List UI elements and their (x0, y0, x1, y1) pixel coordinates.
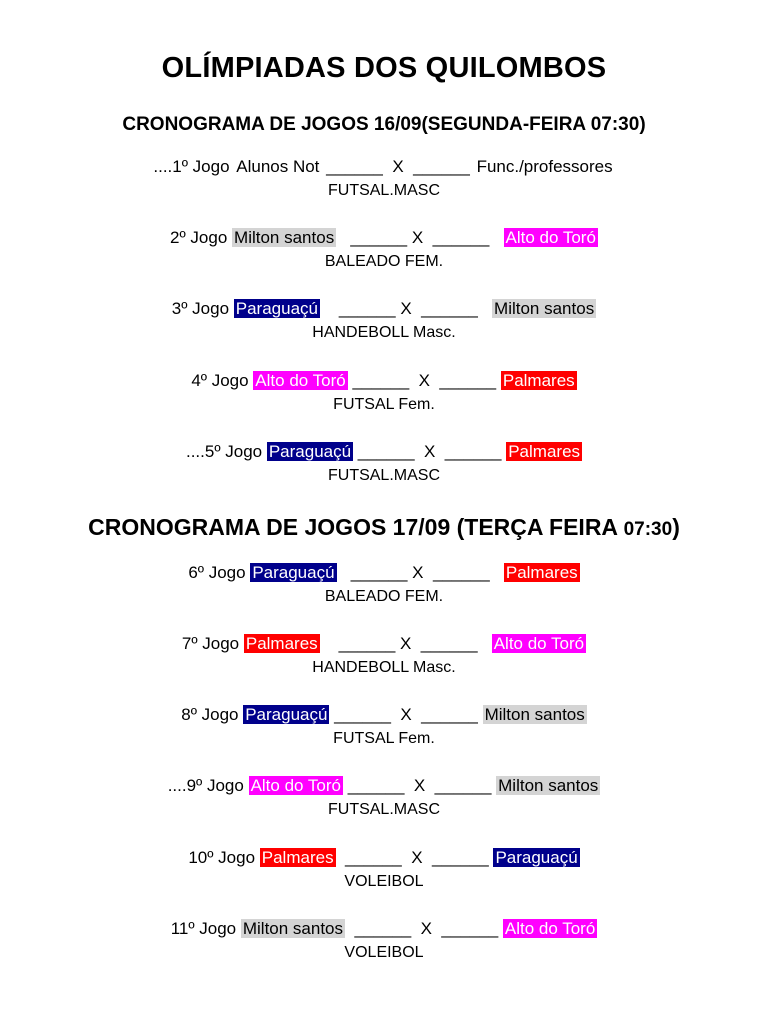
versus: ______ X ______ (319, 634, 492, 653)
versus: ______ X ______ (336, 563, 504, 582)
team-1: Paraguaçú (245, 705, 328, 724)
team-2: Palmares (502, 371, 575, 390)
versus: ______ X ______ (347, 371, 501, 390)
team-1: Palmares (245, 634, 318, 653)
team-2: Func./professores (476, 157, 613, 176)
sport-label: FUTSAL.MASC (327, 467, 440, 484)
schedule-heading-1: CRONOGRAMA DE JOGOS 16/09(SEGUNDA-FEIRA 07:30) (122, 114, 646, 135)
game-row (0, 298, 768, 320)
team-1: Paraguaçú (235, 299, 318, 318)
sport-label: FUTSAL Fem. (333, 730, 435, 747)
schedule-heading-2-close: ) (672, 514, 680, 540)
team-2: Paraguaçú (495, 848, 578, 867)
team-2: Alto do Toró (505, 228, 596, 247)
team-2: Milton santos (484, 705, 585, 724)
versus: ______ X ______ (345, 919, 503, 938)
game-label: ....1º Jogo (153, 157, 235, 176)
team-2: Milton santos (498, 776, 599, 795)
game-label: 11º Jogo (170, 919, 241, 938)
sport-label: HANDEBOLL Masc. (312, 324, 456, 341)
team-1: Paraguaçú (252, 563, 335, 582)
game-label: ....9º Jogo (167, 776, 249, 795)
versus: ______ X ______ (321, 157, 475, 176)
sport-label: FUTSAL.MASC (327, 182, 440, 199)
team-1: Alto do Toró (250, 776, 341, 795)
game-row (0, 441, 768, 463)
game-label: 2º Jogo (170, 228, 233, 247)
team-2: Alto do Toró (504, 919, 596, 938)
versus: ______ X ______ (336, 228, 504, 247)
team-2: Alto do Toró (493, 634, 585, 653)
game-label: ....5º Jogo (185, 442, 267, 461)
game-row (0, 918, 768, 940)
sport-label: BALEADO FEM. (324, 253, 444, 270)
team-2: Palmares (508, 442, 581, 461)
team-1: Paraguaçú (268, 442, 352, 461)
game-label: 8º Jogo (181, 705, 244, 724)
versus: ______ X ______ (335, 848, 494, 867)
game-label: 10º Jogo (188, 848, 260, 867)
team-1: Alunos Not (236, 157, 320, 176)
game-label: 3º Jogo (171, 299, 234, 318)
game-row (0, 847, 768, 869)
sport-label: VOLEIBOL (344, 873, 424, 890)
versus: ______ X ______ (342, 776, 497, 795)
game-label: 6º Jogo (188, 563, 251, 582)
team-1: Milton santos (234, 228, 335, 247)
versus: ______ X ______ (320, 299, 493, 318)
team-2: Palmares (505, 563, 578, 582)
game-row (0, 704, 768, 726)
game-label: 7º Jogo (181, 634, 244, 653)
sport-label: FUTSAL Fem. (333, 396, 435, 413)
sport-label: FUTSAL.MASC (327, 801, 440, 818)
team-1: Alto do Toró (255, 371, 346, 390)
game-row (0, 370, 768, 392)
game-row (0, 156, 768, 178)
game-label: 4º Jogo (191, 371, 254, 390)
game-row (0, 633, 768, 655)
schedule-heading-2 (0, 514, 768, 541)
versus: ______ X ______ (329, 705, 483, 724)
game-row (0, 775, 768, 797)
sport-label: VOLEIBOL (344, 944, 424, 961)
schedule-heading-2-time: 07:30 (623, 519, 673, 540)
team-1: Milton santos (242, 919, 344, 938)
team-2: Milton santos (494, 299, 595, 318)
versus: ______ X ______ (353, 442, 507, 461)
game-row (0, 562, 768, 584)
page-title: OLÍMPIADAS DOS QUILOMBOS (161, 52, 607, 84)
sport-label: HANDEBOLL Masc. (312, 659, 456, 676)
schedule-heading-2-text: CRONOGRAMA DE JOGOS 17/09 (TERÇA FEIRA (88, 514, 624, 540)
game-row (0, 227, 768, 249)
team-1: Palmares (261, 848, 334, 867)
sport-label: BALEADO FEM. (324, 588, 444, 605)
